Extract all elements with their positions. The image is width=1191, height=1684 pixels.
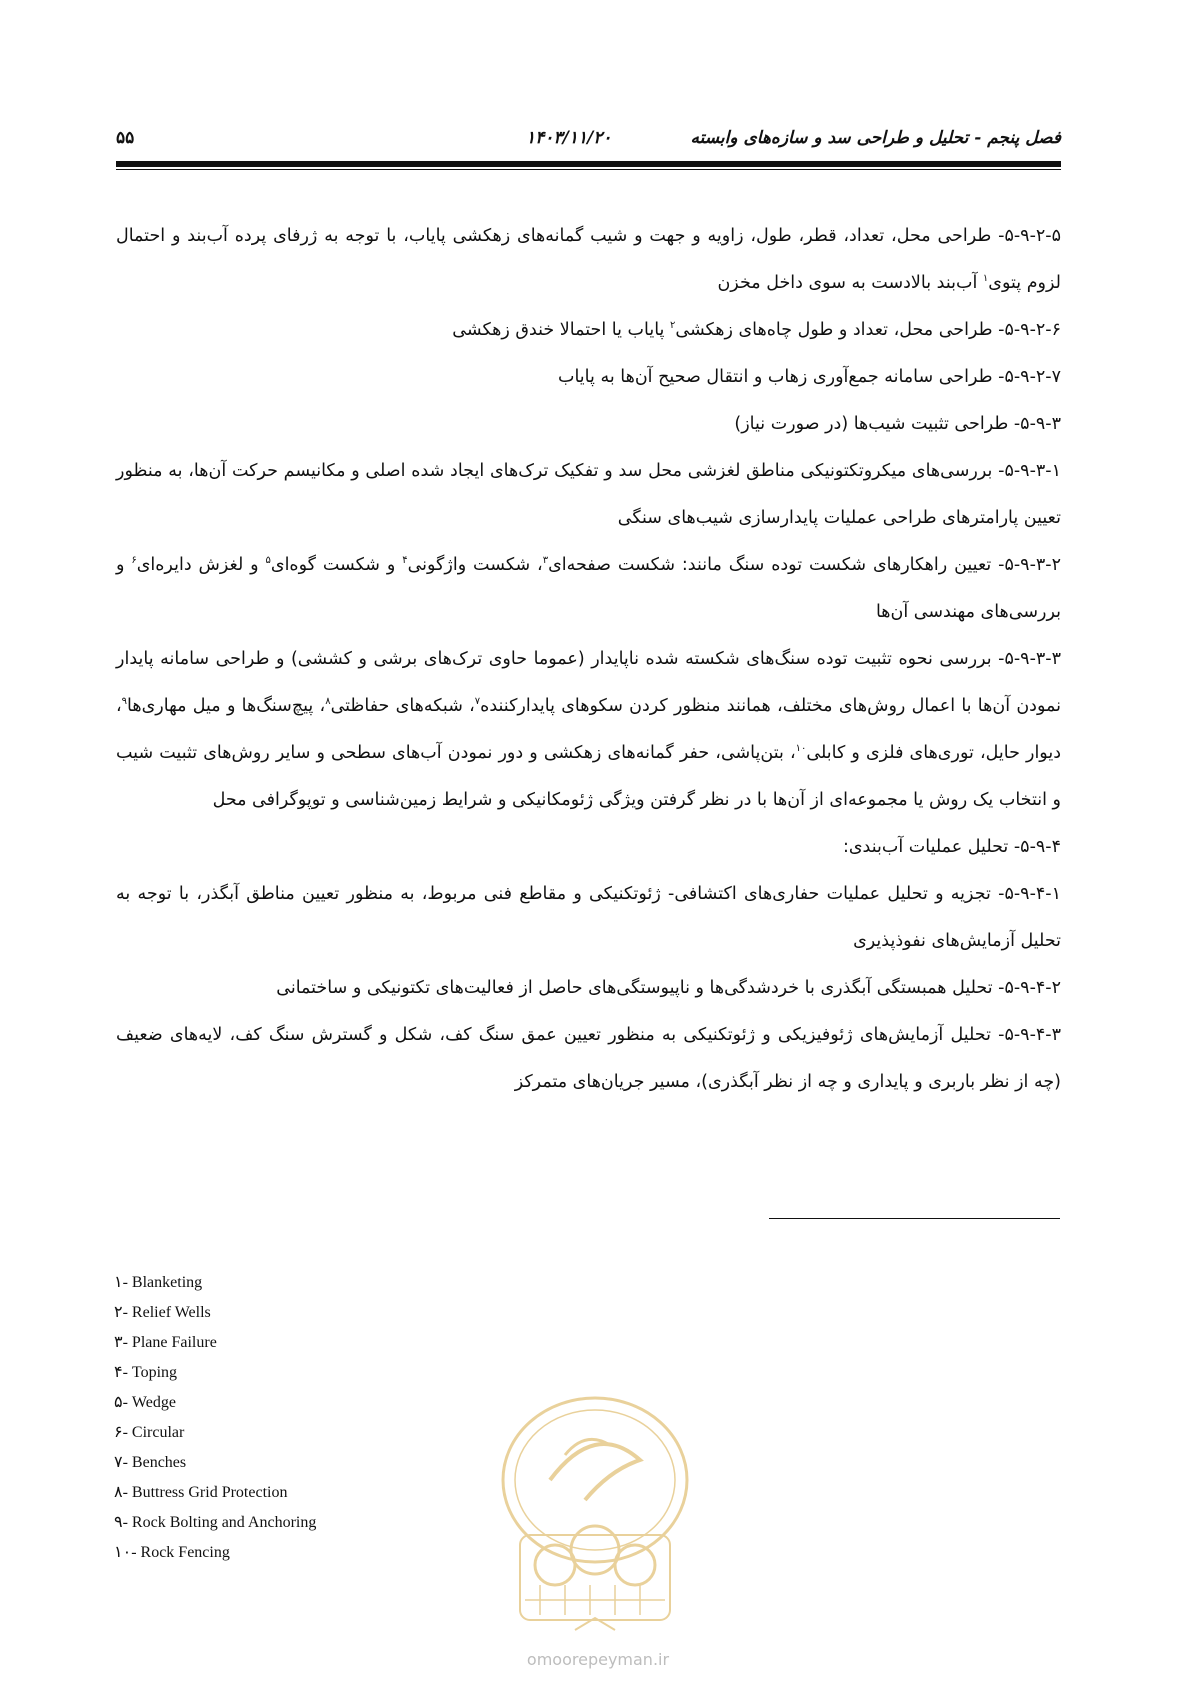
section-5-9-3-2: ۵-۹-۳-۲- تعیین راهکارهای شکست توده سنگ مانند: شکست صفحه‌ای$^۳$، شکست واژگونی$^۴$ و شکست گوه‌ای$^۵$ و لغزش دایره‌ای$^۶$ و بررسی‌های مهندسی آن‌ها (116, 555, 1061, 622)
footnote-item: ۵- Wedge (114, 1394, 176, 1411)
watermark-seal-icon (480, 1385, 710, 1650)
footnote-item: ۲- Relief Wells (114, 1304, 211, 1321)
footnote-item: ۸- Buttress Grid Protection (114, 1484, 288, 1501)
header-rule-thin (116, 169, 1061, 170)
footnote-item: ۱۰- Rock Fencing (114, 1544, 230, 1561)
header-date: ۱۴۰۳/۱۱/۲۰ (526, 128, 612, 148)
page-header (116, 128, 1061, 154)
footnote-ref-7: ۷ (474, 696, 481, 708)
section-5-9-2-7: ۵-۹-۲-۷- طراحی سامانه جمع‌آوری زهاب و انتقال صحیح آن‌ها به پایاب (558, 367, 1061, 387)
footnote-item: ۶- Circular (114, 1424, 185, 1441)
section-5-9-2-6: ۵-۹-۲-۶- طراحی محل، تعداد و طول چاه‌های زهکشی$^۲$ پایاب یا احتمالا خندق زهکشی (452, 320, 1061, 340)
footnote-ref-10: ۱۰ (795, 743, 807, 755)
footnote-ref-4: ۴ (402, 555, 408, 567)
footnote-ref-6: ۶ (131, 555, 137, 567)
section-5-9-3-1: ۵-۹-۳-۱- بررسی‌های میکروتکتونیکی مناطق لغزشی محل سد و تفکیک ترک‌های ایجاد شده اصلی و مکانیسم حرکت آن‌ها، به منظور تعیین پارامترهای طراحی عملیات پایدارسازی شیب‌های سنگی (116, 461, 1061, 528)
section-5-9-3-heading: ۵-۹-۳- طراحی تثبیت شیب‌ها (در صورت نیاز) (734, 414, 1061, 434)
footnote-ref-8: ۸ (325, 696, 331, 708)
footnote-ref-3: ۳ (542, 555, 549, 567)
footnote-item: ۱- Blanketing (114, 1274, 203, 1291)
footnote-item: ۷- Benches (114, 1454, 187, 1471)
header-rule-thick (116, 161, 1061, 167)
section-5-9-4-1: ۵-۹-۴-۱- تجزیه و تحلیل عملیات حفاری‌های اکتشافی- ژئوتکنیکی و مقاطع فنی مربوط، به منظور تعیین مناطق آبگذر، با توجه به تحلیل آزمایش‌های نفوذپذیری (116, 884, 1061, 951)
section-5-9-4-3: ۵-۹-۴-۳- تحلیل آزمایش‌های ژئوفیزیکی و ژئوتکنیکی به منظور تعیین عمق سنگ کف، شکل و گسترش سنگ کف، لایه‌های ضعیف (چه از نظر باربری و پایداری و چه از نظر آبگذری)، مسیر جریان‌های متمرکز (116, 1025, 1061, 1092)
watermark-site: omoorepeyman.ir (526, 1650, 670, 1669)
footnotes (114, 1268, 534, 1568)
footnote-ref-1: ۱ (982, 273, 989, 285)
section-5-9-4-heading: ۵-۹-۴- تحلیل عملیات آب‌بندی: (842, 837, 1061, 857)
page-number: ۵۵ (116, 128, 135, 148)
footnote-item: ۳- Plane Failure (114, 1334, 217, 1351)
section-5-9-3-3: ۵-۹-۳-۳- بررسی نحوه تثبیت توده سنگ‌های شکسته شده ناپایدار (عموما حاوی ترک‌های برشی و کششی) و طراحی سامانه پایدار نمودن آن‌ها با اعمال روش‌های مختلف، همانند منظور کردن سکوهای پایدارکننده$^۷$، شبکه‌های حفاظتی$^۸$، پیچ‌سنگ‌ها و میل مهاری‌ها$^۹$، دیوار حایل، توری‌های فلزی و کابلی$^{۱۰}$، بتن‌پاشی، حفر گمانه‌های زهکشی و دور نمودن آب‌های سطحی و سایر روش‌های تثبیت شیب و انتخاب یک روش یا مجموعه‌ای از آن‌ها با در نظر گرفتن ویژگی ژئومکانیکی و شرایط زمین‌شناسی و توپوگرافی محل (116, 649, 1062, 810)
footnote-separator (769, 1218, 1060, 1219)
chapter-title: فصل پنجم - تحلیل و طراحی سد و سازه‌های وابسته (690, 128, 1061, 148)
section-5-9-2-5: ۵-۹-۲-۵- طراحی محل، تعداد، قطر، طول، زاویه و جهت و شیب گمانه‌های زهکشی پایاب، با توجه به ژرفای پرده آب‌بند و احتمال لزوم پتوی$^۱$ آب‌بند بالادست به سوی داخل مخزن (116, 226, 1061, 293)
footnote-ref-2: ۲ (669, 320, 676, 332)
footnote-item: ۹- Rock Bolting and Anchoring (114, 1514, 317, 1531)
footnote-ref-5: ۵ (265, 555, 271, 567)
main-text (116, 213, 1061, 1106)
section-5-9-4-2: ۵-۹-۴-۲- تحلیل همبستگی آبگذری با خردشدگی‌ها و ناپیوستگی‌های حاصل از فعالیت‌های تکتونیکی و ساختمانی (276, 978, 1061, 998)
footnote-ref-9: ۹ (121, 696, 128, 708)
footnote-item: ۴- Toping (114, 1364, 178, 1381)
